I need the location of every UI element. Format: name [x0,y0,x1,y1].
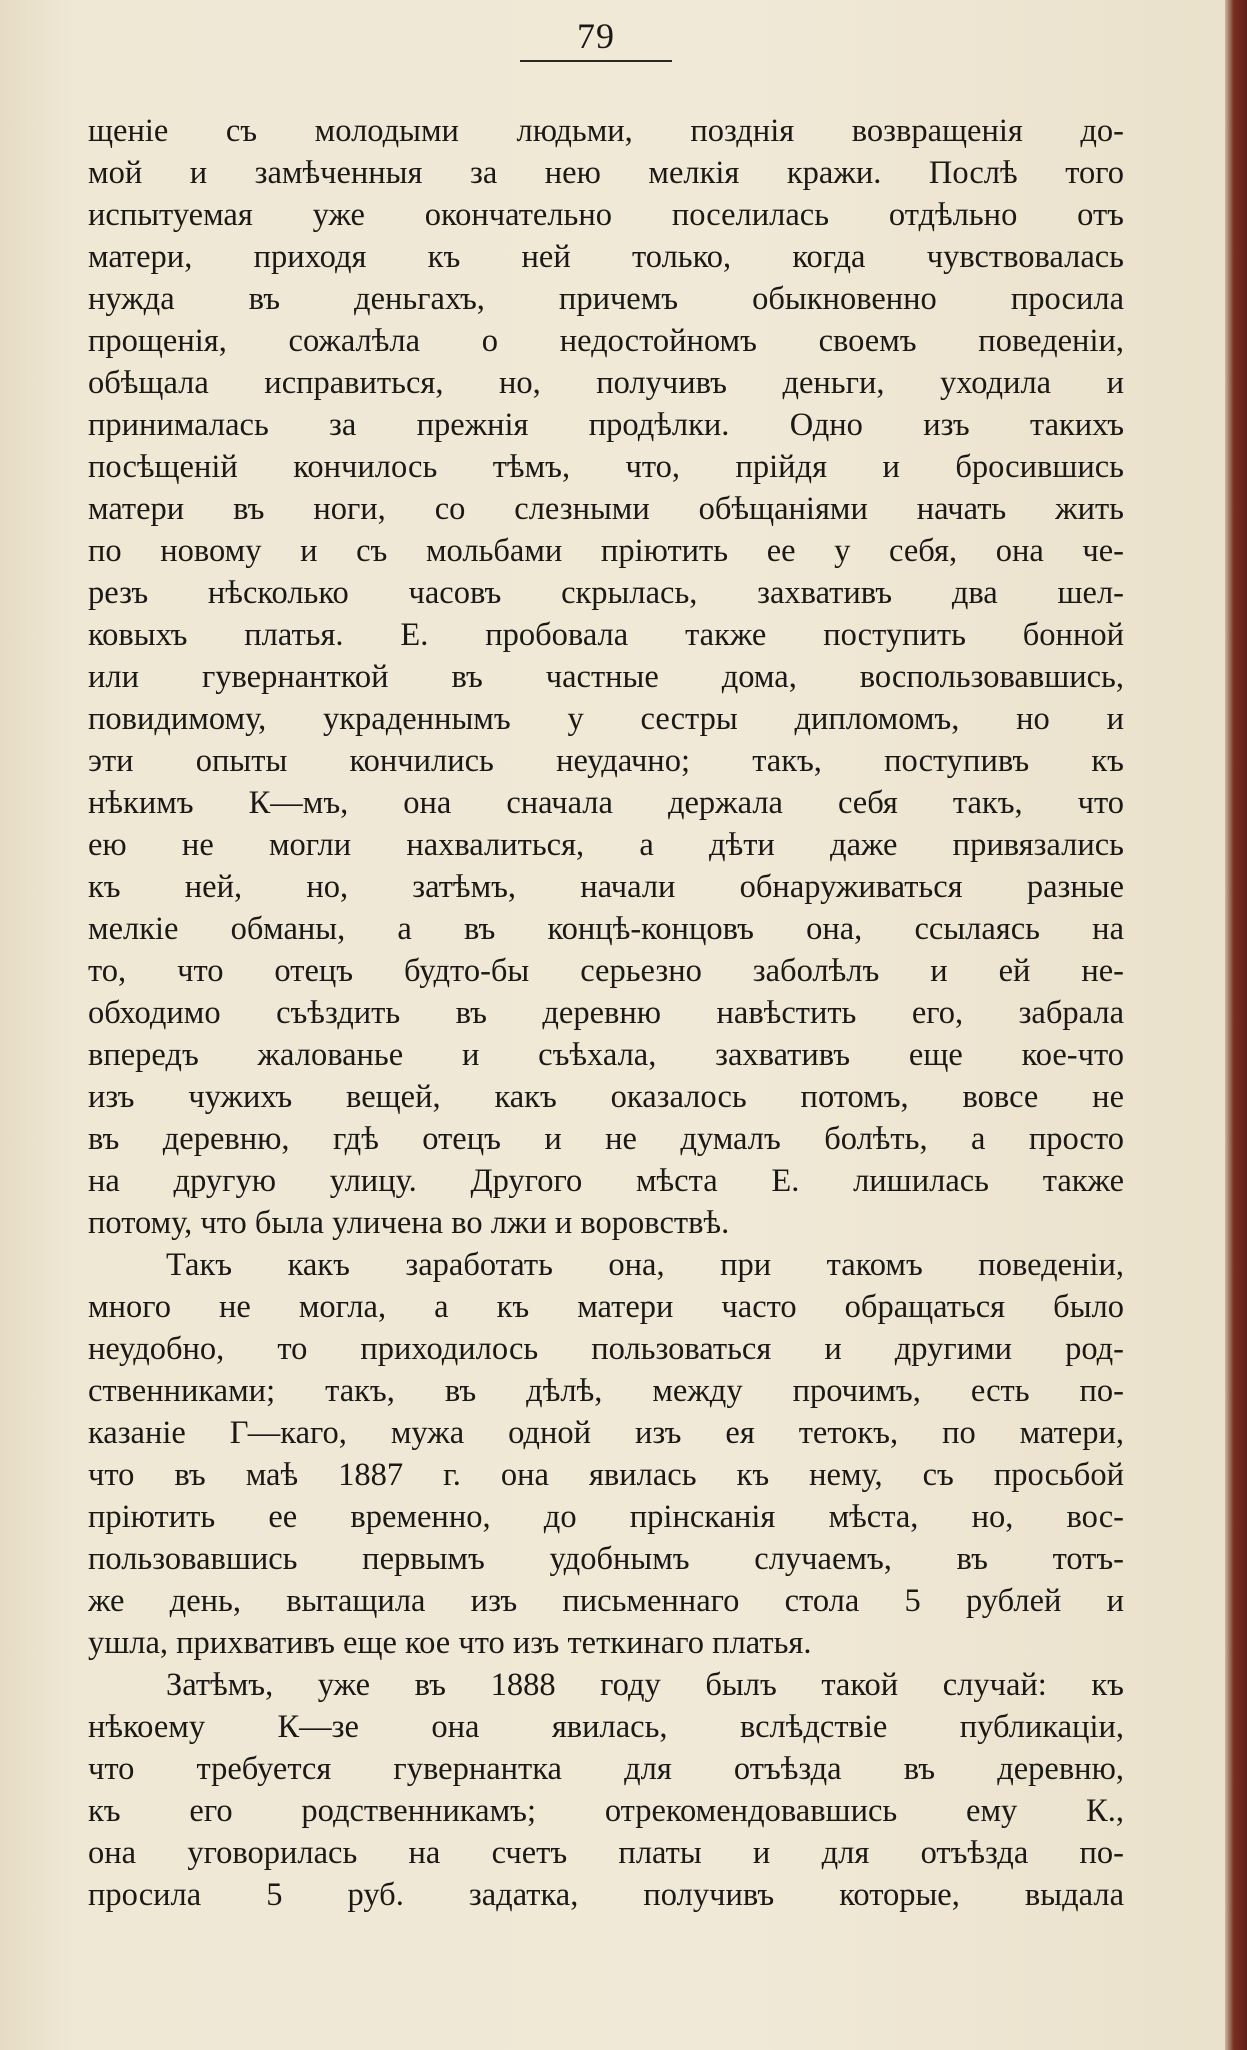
text-line: принималась за прежнія продѣлки. Одно изъ такихъ [88,407,1124,443]
text-line: что въ маѣ 1887 г. она явилась къ нему, съ просьбой [88,1457,1124,1493]
text-line: нѣкимъ К—мъ, она сначала держала себя такъ, что [88,785,1124,821]
text-line: обѣщала исправиться, но, получивъ деньги, уходила и [88,365,1124,401]
text-line: мелкіе обманы, а въ концѣ-концовъ она, ссылаясь на [88,911,1124,947]
text-line: въ деревню, гдѣ отецъ и не думалъ болѣть, а просто [88,1121,1124,1157]
text-line: ею не могли нахвалиться, а дѣти даже привязались [88,827,1124,863]
text-line: ковыхъ платья. Е. пробовала также поступить бонной [88,617,1124,653]
text-line: Затѣмъ, уже въ 1888 году былъ такой случай: къ [166,1667,1124,1703]
text-line: щеніе съ молодыми людьми, позднія возвращенія до- [88,113,1124,149]
text-line: пользовавшись первымъ удобнымъ случаемъ, въ тотъ- [88,1541,1124,1577]
binding-edge [1225,0,1247,2050]
text-line: изъ чужихъ вещей, какъ оказалось потомъ, вовсе не [88,1079,1124,1115]
text-line: матери въ ноги, со слезными обѣщаніями начать жить [88,491,1124,527]
text-line: казаніе Г—каго, мужа одной изъ ея тетокъ, по матери, [88,1415,1124,1451]
text-line: нѣкоему К—зе она явилась, вслѣдствіе публикаціи, [88,1709,1124,1745]
text-line: прощенія, сожалѣла о недостойномъ своемъ поведеніи, [88,323,1124,359]
text-line: испытуемая уже окончательно поселилась отдѣльно отъ [88,197,1124,233]
text-line: посѣщеній кончилось тѣмъ, что, прійдя и бросившись [88,449,1124,485]
text-line: матери, приходя къ ней только, когда чувствовалась [88,239,1124,275]
text-line: ушла, прихвативъ еще кое что изъ теткинаго платья. [88,1625,812,1661]
page-number: 79 [577,16,615,56]
text-line: эти опыты кончились неудачно; такъ, поступивъ къ [88,743,1124,779]
text-line: мой и замѣченныя за нею мелкія кражи. Послѣ того [88,155,1124,191]
text-line: Такъ какъ заработать она, при такомъ поведеніи, [166,1247,1124,1283]
text-line: на другую улицу. Другого мѣста Е. лишилась также [88,1163,1124,1199]
text-line: же день, вытащила изъ письменнаго стола 5 рублей и [88,1583,1124,1619]
page-header [520,14,672,62]
text-line: обходимо съѣздить въ деревню навѣстить его, забрала [88,995,1124,1031]
text-line: неудобно, то приходилось пользоваться и другими род- [88,1331,1124,1367]
text-line: ственниками; такъ, въ дѣлѣ, между прочимъ, есть по- [88,1373,1124,1409]
text-line: повидимому, украденнымъ у сестры дипломомъ, но и [88,701,1124,737]
text-line: по новому и съ мольбами пріютить ее у себя, она че- [88,533,1124,569]
text-line: она уговорилась на счетъ платы и для отъѣзда по- [88,1835,1124,1871]
text-line: то, что отецъ будто-бы серьезно заболѣлъ и ей не- [88,953,1124,989]
text-line: резъ нѣсколько часовъ скрылась, захвативъ два шел- [88,575,1124,611]
text-line: къ его родственникамъ; отрекомендовавшись ему К., [88,1793,1124,1829]
text-line: что требуется гувернантка для отъѣзда въ деревню, [88,1751,1124,1787]
text-line: впередъ жалованье и съѣхала, захвативъ еще кое-что [88,1037,1124,1073]
text-line: много не могла, а къ матери часто обращаться было [88,1289,1124,1325]
text-line: къ ней, но, затѣмъ, начали обнаруживаться разные [88,869,1124,905]
body-text [88,110,1124,1916]
text-line: потому, что была уличена во лжи и воровствѣ. [88,1205,730,1241]
text-line: или гувернанткой въ частные дома, воспользовавшись, [88,659,1124,695]
text-line: нужда въ деньгахъ, причемъ обыкновенно просила [88,281,1124,317]
text-line: пріютить ее временно, до прінсканія мѣста, но, вос- [88,1499,1124,1535]
text-line: просила 5 руб. задатка, получивъ которые, выдала [88,1877,1124,1913]
header-rule [520,60,672,62]
